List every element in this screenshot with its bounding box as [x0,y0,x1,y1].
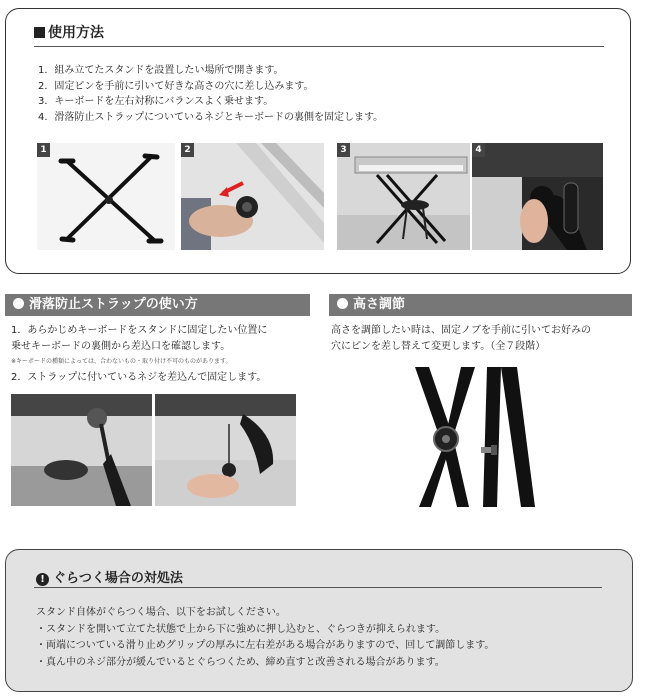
wobble-title-rule [34,587,602,588]
strap-step2: 2．ストラップに付いているネジを差込んで固定します。 [11,372,267,383]
usage-step: 3．キーボードを左右対称にバランスよく乗せます。 [38,96,274,107]
photo-step-2 [181,143,324,250]
usage-step: 2．固定ピンを手前に引いて好きな高さの穴に差し込みます。 [38,80,314,92]
height-line2: 穴にピンを差し替えて変更します。（全７段階） [331,341,546,352]
keyboard-underside-illustration [11,394,152,506]
usage-step: 4．滑落防止ストラップについているネジとキーボードの裏側を固定します。 [38,111,384,123]
height-photo [405,367,545,512]
wobble-line: ・スタンドを開いて立てた状態で上から下に強めに押し込むと、ぐらつきが抑えられます。 [36,623,446,635]
usage-step: 1．組み立てたスタンドを設置したい場所で開きます。 [38,65,284,76]
wobble-lines [36,605,494,671]
photo-step-4 [472,143,603,250]
usage-steps [38,63,383,125]
photo-step-3 [337,143,470,250]
pin-adjust-illustration [181,143,324,250]
strap-photo-1 [11,394,152,506]
photo-number: 4 [472,143,485,157]
usage-title: 使用方法 [34,22,104,42]
strap-step1-line1: 1．あらかじめキーボードをスタンドに固定したい位置に [11,325,268,336]
bullet-dot-icon [337,298,348,309]
wobble-section [5,549,633,692]
strap-note: ※キーボードの種類によっては、合わないもの・取り付け不可のものがあります。 [11,358,232,365]
bullet-dot-icon [13,298,24,309]
square-bullet-icon [34,27,45,38]
strap-step1-line2: 乗せキーボードの裏側から差込口を確認します。 [11,341,231,352]
keyboard-on-stand-illustration [337,143,470,250]
height-adjust-illustration [405,367,545,512]
strap-section-header: 滑落防止ストラップの使い方 [5,294,310,316]
wobble-line: ・真ん中のネジ部分が緩んでいるとぐらつくため、締め直すと改善される場合があります。 [36,656,445,668]
x-stand-illustration [37,143,175,250]
exclamation-icon: ! [36,573,49,586]
photo-number: 3 [337,143,350,157]
wobble-line: ・両端についている滑り止めグリップの厚みに左右差がある場合がありますので、回して調節します。 [36,640,495,651]
usage-title-rule [34,46,604,47]
photo-number: 2 [181,143,194,157]
height-line1: 高さを調節したい時は、固定ノブを手前に引いてお好みの [331,325,591,336]
wobble-line: スタンド自体がぐらつく場合、以下をお試しください。 [36,607,286,618]
strap-screw-illustration [472,143,603,250]
screw-insert-illustration [155,394,296,506]
photo-step-1 [37,143,175,250]
wobble-title: ! ぐらつく場合の対処法 [36,567,183,586]
height-section-header: 高さ調節 [329,294,632,316]
strap-photo-2 [155,394,296,506]
photo-number: 1 [37,143,50,157]
